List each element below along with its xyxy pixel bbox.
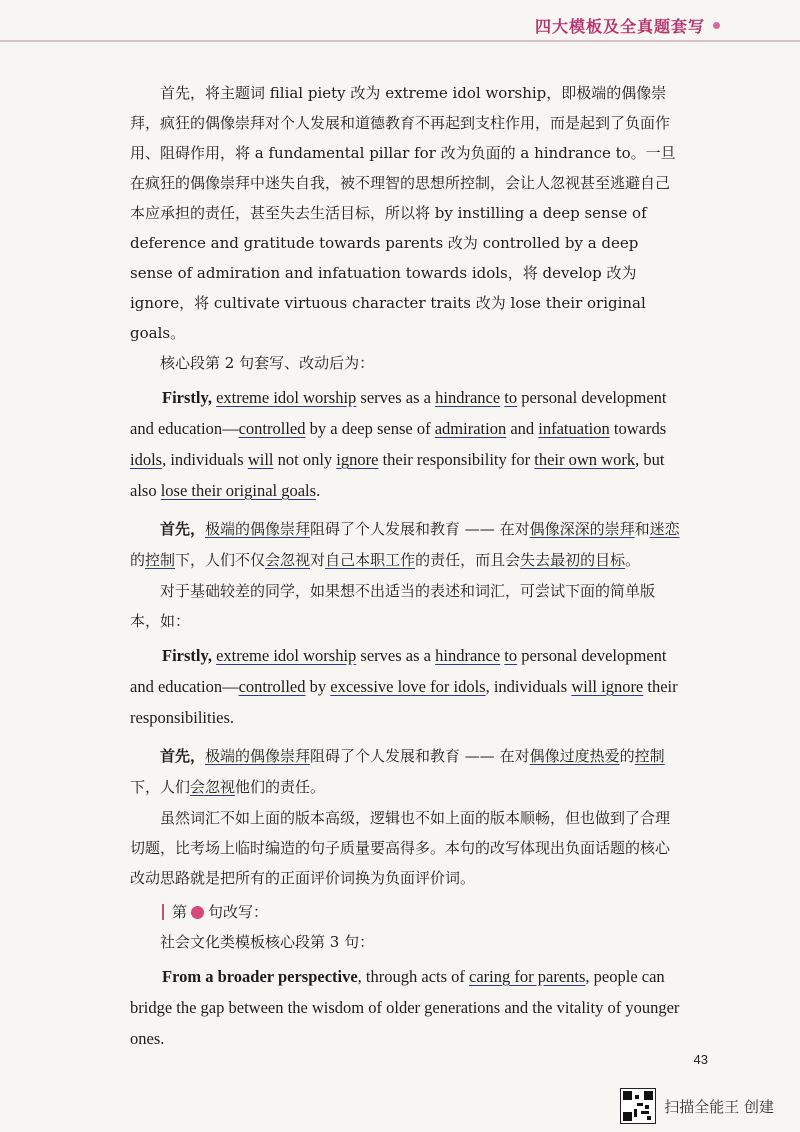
text-run: serves as a — [356, 646, 436, 665]
underlined-phrase: hindrance — [435, 646, 501, 665]
underlined-phrase: to — [504, 388, 518, 407]
underlined-phrase: 控制 — [634, 747, 665, 765]
chinese-translation-1 — [130, 514, 682, 576]
underlined-phrase: lose their original goals — [160, 481, 317, 500]
template-intro: 社会文化类模板核心段第 3 句： — [160, 933, 375, 951]
text-run: . — [316, 481, 321, 500]
underlined-phrase: 控制 — [145, 551, 176, 569]
underlined-phrase: admiration — [434, 419, 507, 438]
text-run: 阻碍了个人发展和教育 —— 在对 — [310, 747, 530, 765]
text-run: personal development and education— — [130, 388, 667, 438]
scanner-label: 扫描全能王 创建 — [664, 1097, 774, 1116]
text-run: personal development and education— — [130, 646, 667, 696]
chinese-translation-2 — [130, 741, 682, 803]
qr-code-icon — [620, 1088, 656, 1124]
underlined-phrase: 偶像深深的崇拜 — [529, 520, 635, 538]
text-run: 对 — [310, 551, 326, 569]
underlined-phrase: caring for parents — [469, 967, 586, 986]
underlined-phrase: extreme idol worship — [216, 646, 357, 665]
rewrite-intro: 核心段第 2 句套写、改动后为： — [160, 354, 375, 372]
text-run: 。 — [625, 551, 641, 569]
scanner-watermark — [620, 1088, 774, 1124]
subheading-suffix: 句改写： — [208, 903, 269, 921]
underlined-phrase: idols — [130, 450, 163, 469]
text-run: , but also — [130, 450, 665, 500]
text-run: 下，人们 — [130, 778, 191, 796]
text-run: 的 — [130, 551, 146, 569]
underlined-phrase: 会忽视 — [265, 551, 311, 569]
text-run: 和 — [634, 520, 650, 538]
text-run: 下，人们不仅 — [175, 551, 266, 569]
text-run: their responsibilities. — [130, 677, 678, 727]
page-number: 43 — [693, 1052, 708, 1067]
underlined-phrase: hindrance — [435, 388, 501, 407]
text-run: 阻碍了个人发展和教育 —— 在对 — [310, 520, 530, 538]
text-run: , individuals — [162, 450, 248, 469]
underlined-phrase: 失去最初的目标 — [520, 551, 626, 569]
english-rewrite-2 — [130, 640, 682, 733]
lead-phrase: 首先， — [160, 747, 206, 765]
underlined-phrase: will ignore — [571, 677, 644, 696]
underlined-phrase: controlled — [238, 419, 306, 438]
lead-phrase: Firstly, — [162, 646, 212, 665]
text-run: 的 — [619, 747, 635, 765]
lead-phrase: Firstly, — [162, 388, 212, 407]
header-title: 四大模板及全真题套写 — [534, 17, 705, 36]
header-divider — [0, 40, 800, 42]
text-run: by — [305, 677, 331, 696]
explanation-paragraph-4: 虽然词汇不如上面的版本高级，逻辑也不如上面的版本顺畅，但也做到了合理切题，比考场上临时编造的句子质量要高得多。本句的改写体现出负面话题的核心改动思路就是把所有的正面评价词换为负面评价词。 — [130, 809, 671, 887]
explanation-paragraph-3: 对于基础较差的同学，如果想不出适当的表述和词汇，可尝试下面的简单版本，如： — [130, 582, 656, 630]
underlined-phrase: their own work — [534, 450, 636, 469]
english-rewrite-1 — [130, 382, 682, 506]
underlined-phrase: 偶像过度热爱 — [529, 747, 620, 765]
underlined-phrase: will — [247, 450, 274, 469]
underlined-phrase: 迷恋 — [649, 520, 680, 538]
underlined-phrase: 极端的偶像崇拜 — [205, 747, 311, 765]
section-subheading — [130, 897, 682, 927]
underlined-phrase: 自己本职工作 — [325, 551, 416, 569]
underlined-phrase: to — [504, 646, 518, 665]
text-run: 他们的责任。 — [235, 778, 326, 796]
text-run: and — [506, 419, 539, 438]
text-run: , individuals — [485, 677, 572, 696]
header-dot-icon — [713, 22, 720, 29]
vertical-bar-icon — [162, 904, 164, 920]
english-template-sentence-3 — [130, 961, 682, 1054]
text-run: , people can bridge the gap between the wisdom of older generations and the vitality of younger ones. — [130, 967, 680, 1048]
underlined-phrase: ignore — [336, 450, 379, 469]
text-run: towards — [609, 419, 667, 438]
underlined-phrase: infatuation — [538, 419, 610, 438]
text-run: their responsibility for — [378, 450, 535, 469]
underlined-phrase: controlled — [238, 677, 306, 696]
underlined-phrase: extreme idol worship — [216, 388, 357, 407]
running-header — [535, 14, 720, 37]
text-run: , through acts of — [357, 967, 470, 986]
underlined-phrase: excessive love for idols — [330, 677, 486, 696]
text-run: 的责任，而且会 — [415, 551, 521, 569]
page-body — [130, 78, 682, 1054]
number-circle-icon — [191, 906, 204, 919]
lead-phrase: From a broader perspective — [162, 967, 358, 986]
text-run: serves as a — [356, 388, 436, 407]
text-run: not only — [273, 450, 337, 469]
text-run: by a deep sense of — [305, 419, 435, 438]
lead-phrase: 首先， — [160, 520, 206, 538]
underlined-phrase: 会忽视 — [190, 778, 236, 796]
underlined-phrase: 极端的偶像崇拜 — [205, 520, 311, 538]
subheading-prefix: 第 — [172, 903, 188, 921]
explanation-paragraph-1: 首先，将主题词 filial piety 改为 extreme idol worship，即极端的偶像崇拜，疯狂的偶像崇拜对个人发展和道德教育不再起到支柱作用，而是起到了负面作用、阻碍作用，将 a fundamental pillar for 改为负面的 a hindrance to。一旦在疯狂的偶像崇拜中迷失自我，被不理智的思想所控制，会让人忽视甚至逃避自己本应承担的责任，甚至失去生活目标，所以将 by instilling a deep sense of deference and gratitude towards parents 改为 controlled by a deep sense of admiration and infatuation towards idols，将 develop 改为 ignore，将 cultivate virtuous character traits 改为 lose their original goals。 — [130, 84, 676, 342]
